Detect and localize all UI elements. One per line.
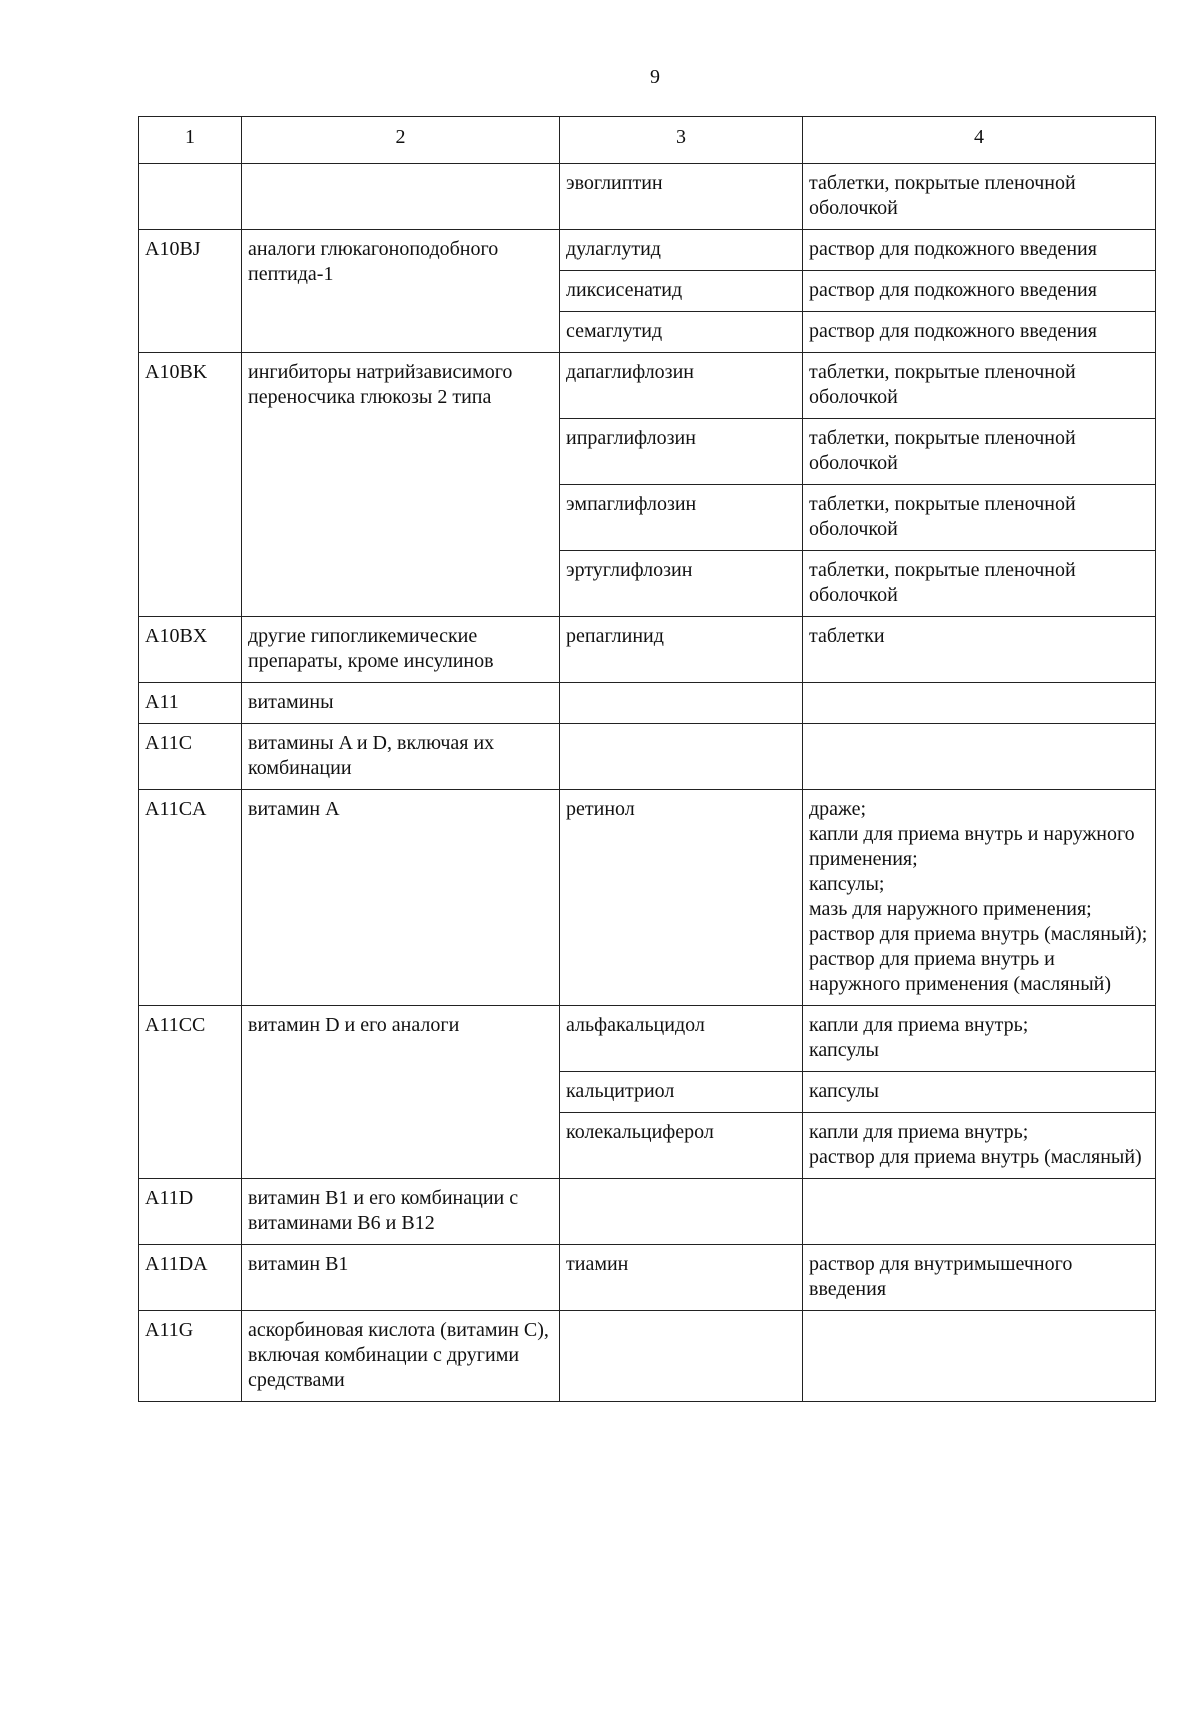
header-cell-3: 3 [560,117,803,164]
atc-code-cell: A11DA [139,1245,242,1311]
dosage-form-cell: таблетки, покрытые пленочной оболочкой [803,164,1156,230]
table-body [139,164,1156,1402]
dosage-form-cell [803,1311,1156,1402]
dosage-form-cell: таблетки [803,617,1156,683]
atc-code-cell: A11CC [139,1006,242,1179]
atc-code-cell: A10BK [139,353,242,617]
drug-name-cell: семаглутид [560,312,803,353]
table-row [139,683,1156,724]
dosage-form-cell [803,683,1156,724]
header-cell-2: 2 [242,117,560,164]
dosage-form-cell: раствор для внутримышечного введения [803,1245,1156,1311]
drug-name-cell [560,683,803,724]
drug-name-cell [560,724,803,790]
atc-code-cell: A11 [139,683,242,724]
atc-code-cell [139,164,242,230]
atc-code-cell: A11G [139,1311,242,1402]
drug-name-cell: ликсисенатид [560,271,803,312]
drug-name-cell: ретинол [560,790,803,1006]
drug-table [138,116,1156,1402]
dosage-form-cell: таблетки, покрытые пленочной оболочкой [803,485,1156,551]
group-name-cell: аналоги глюкагоноподобного пептида-1 [242,230,560,353]
table-row [139,724,1156,790]
drug-name-cell: дапаглифлозин [560,353,803,419]
dosage-form-cell: капсулы [803,1072,1156,1113]
atc-code-cell: A10BJ [139,230,242,353]
atc-code-cell: A11CA [139,790,242,1006]
page-number: 9 [650,66,660,88]
dosage-form-cell [803,724,1156,790]
dosage-form-cell: раствор для подкожного введения [803,271,1156,312]
group-name-cell: витамин D и его аналоги [242,1006,560,1179]
table-row [139,1006,1156,1072]
drug-name-cell [560,1179,803,1245]
group-name-cell: аскорбиновая кислота (витамин C), включая комбинации с другими средствами [242,1311,560,1402]
drug-name-cell: эртуглифлозин [560,551,803,617]
drug-name-cell: кальцитриол [560,1072,803,1113]
atc-code-cell: A11C [139,724,242,790]
drug-name-cell: тиамин [560,1245,803,1311]
drug-name-cell: репаглинид [560,617,803,683]
dosage-form-cell: таблетки, покрытые пленочной оболочкой [803,353,1156,419]
table-row [139,230,1156,271]
drug-name-cell: дулаглутид [560,230,803,271]
dosage-form-cell: драже; капли для приема внутрь и наружного применения; капсулы; мазь для наружного применения; раствор для приема внутрь (масляный); раствор для приема внутрь и наружного применения (масляный) [803,790,1156,1006]
group-name-cell: витамин B1 [242,1245,560,1311]
drug-name-cell: колекальциферол [560,1113,803,1179]
header-cell-4: 4 [803,117,1156,164]
table-row [139,1311,1156,1402]
dosage-form-cell: таблетки, покрытые пленочной оболочкой [803,419,1156,485]
table-row [139,617,1156,683]
group-name-cell: ингибиторы натрийзависимого переносчика глюкозы 2 типа [242,353,560,617]
table-header-row [139,117,1156,164]
dosage-form-cell: капли для приема внутрь; раствор для приема внутрь (масляный) [803,1113,1156,1179]
dosage-form-cell [803,1179,1156,1245]
table-row [139,164,1156,230]
table-row [139,1245,1156,1311]
group-name-cell: витамины A и D, включая их комбинации [242,724,560,790]
dosage-form-cell: раствор для подкожного введения [803,312,1156,353]
atc-code-cell: A10BX [139,617,242,683]
table-row [139,353,1156,419]
drug-name-cell: эвоглиптин [560,164,803,230]
drug-name-cell [560,1311,803,1402]
group-name-cell: другие гипогликемические препараты, кроме инсулинов [242,617,560,683]
header-cell-1: 1 [139,117,242,164]
dosage-form-cell: раствор для подкожного введения [803,230,1156,271]
group-name-cell: витамин A [242,790,560,1006]
group-name-cell: витамин B1 и его комбинации с витаминами B6 и B12 [242,1179,560,1245]
group-name-cell: витамины [242,683,560,724]
drug-name-cell: альфакальцидол [560,1006,803,1072]
table-row [139,1179,1156,1245]
atc-code-cell: A11D [139,1179,242,1245]
drug-name-cell: ипраглифлозин [560,419,803,485]
group-name-cell [242,164,560,230]
dosage-form-cell: капли для приема внутрь; капсулы [803,1006,1156,1072]
dosage-form-cell: таблетки, покрытые пленочной оболочкой [803,551,1156,617]
drug-name-cell: эмпаглифлозин [560,485,803,551]
table-row [139,790,1156,1006]
